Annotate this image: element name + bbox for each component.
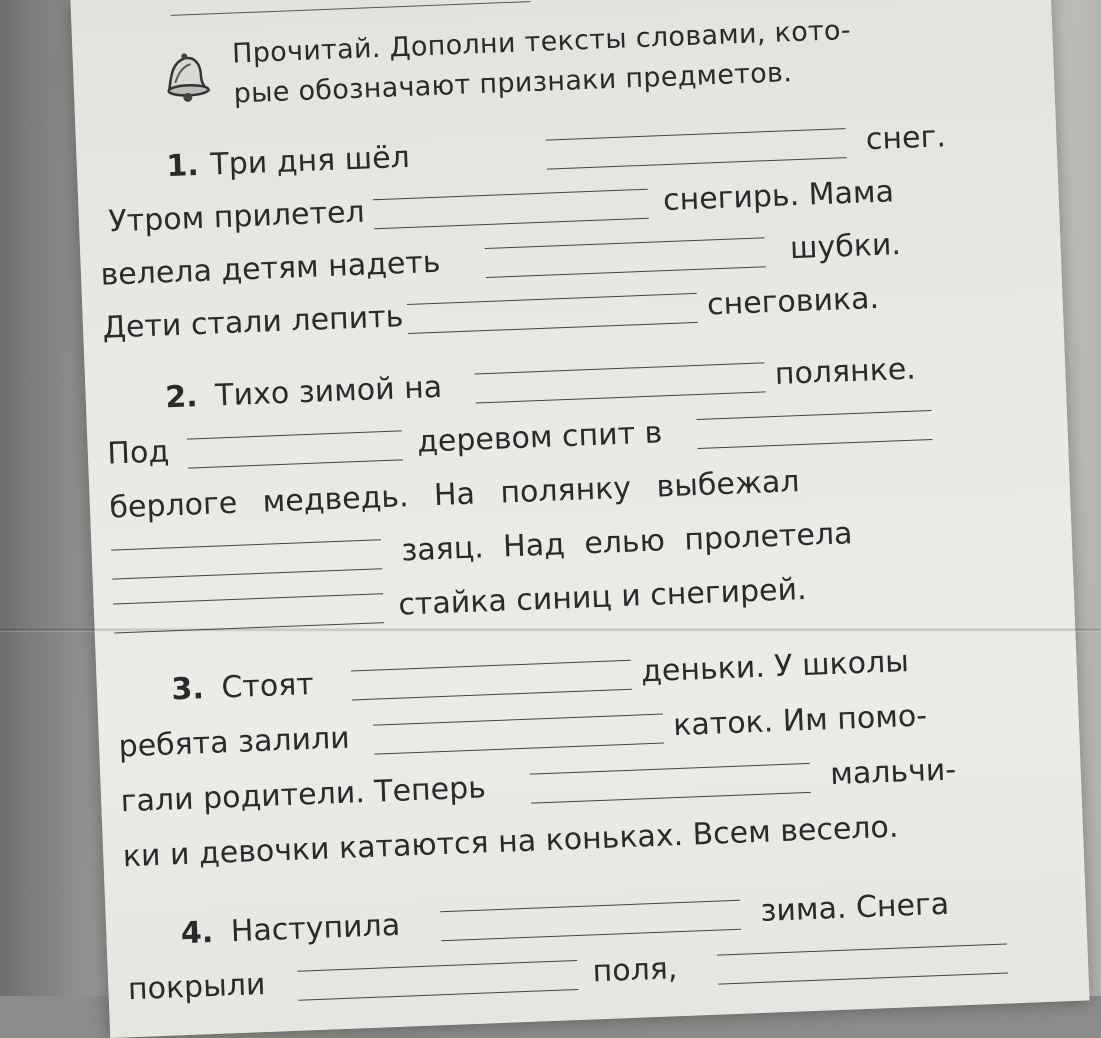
text-fragment: покрыли	[127, 967, 267, 1008]
instruction-line: Прочитай. Дополни тексты словами, кото-	[231, 14, 852, 70]
text-fragment: велела детям надеть	[99, 244, 442, 293]
answer-blank[interactable]	[440, 900, 741, 941]
text-fragment: Три дня шёл	[209, 139, 411, 183]
text-fragment: ребята залили	[118, 720, 351, 765]
answer-blank[interactable]	[697, 410, 933, 449]
answer-blank[interactable]	[187, 430, 403, 468]
text-fragment: ки и девочки катаются на коньках. Всем весело.	[122, 809, 899, 875]
answer-blank[interactable]	[373, 714, 664, 755]
exercise-number: 3.	[170, 671, 205, 708]
text-fragment: шубки.	[789, 227, 902, 267]
text-fragment: Дети стали лепить	[101, 299, 404, 346]
answer-blank[interactable]	[373, 189, 649, 230]
text-fragment: снегирь. Мама	[662, 174, 895, 219]
exercise-number: 4.	[180, 914, 214, 952]
answer-blank[interactable]	[297, 960, 578, 1001]
exercise-number: 2.	[164, 379, 199, 416]
bell-icon	[154, 43, 214, 103]
text-fragment: деньки. У школы	[640, 644, 910, 690]
answer-blank[interactable]	[407, 293, 698, 334]
text-fragment: зима. Снега	[759, 886, 950, 929]
text-fragment: Тихо зимой на	[214, 369, 443, 414]
text-fragment: Наступила	[230, 907, 401, 950]
worksheet-content	[90, 0, 1028, 1008]
text-fragment: поля,	[592, 951, 679, 990]
answer-blank[interactable]	[530, 763, 811, 804]
text-fragment: снеговика.	[706, 280, 880, 323]
answer-blank[interactable]	[351, 660, 632, 701]
top-rule	[171, 1, 531, 16]
exercise-number: 1.	[165, 147, 200, 185]
text-fragment: каток. Им помо-	[672, 698, 928, 744]
text-fragment: Под	[106, 434, 170, 472]
text-fragment: снег.	[865, 119, 947, 158]
text-fragment: деревом спит в	[416, 415, 663, 460]
text-fragment: мальчи-	[829, 752, 957, 793]
text-fragment: стайка синиц и снегирей.	[397, 571, 808, 623]
text-fragment: полянке.	[774, 351, 917, 392]
answer-blank[interactable]	[546, 128, 847, 169]
text-fragment: заяц. Над елью пролетела	[400, 516, 854, 569]
answer-blank[interactable]	[717, 943, 1008, 984]
answer-blank[interactable]	[475, 362, 766, 403]
text-fragment: берлоге медведь. На полянку выбежал	[108, 464, 801, 526]
exercise-instruction	[231, 7, 954, 115]
text-fragment: Утром прилетел	[107, 194, 366, 240]
answer-blank[interactable]	[111, 539, 382, 579]
instruction-line: рые обозначают признаки предметов.	[233, 57, 793, 110]
answer-blank[interactable]	[113, 593, 384, 633]
text-fragment: Стоят	[220, 666, 315, 706]
answer-blank[interactable]	[485, 237, 766, 278]
text-fragment: гали родители. Теперь	[120, 770, 487, 820]
